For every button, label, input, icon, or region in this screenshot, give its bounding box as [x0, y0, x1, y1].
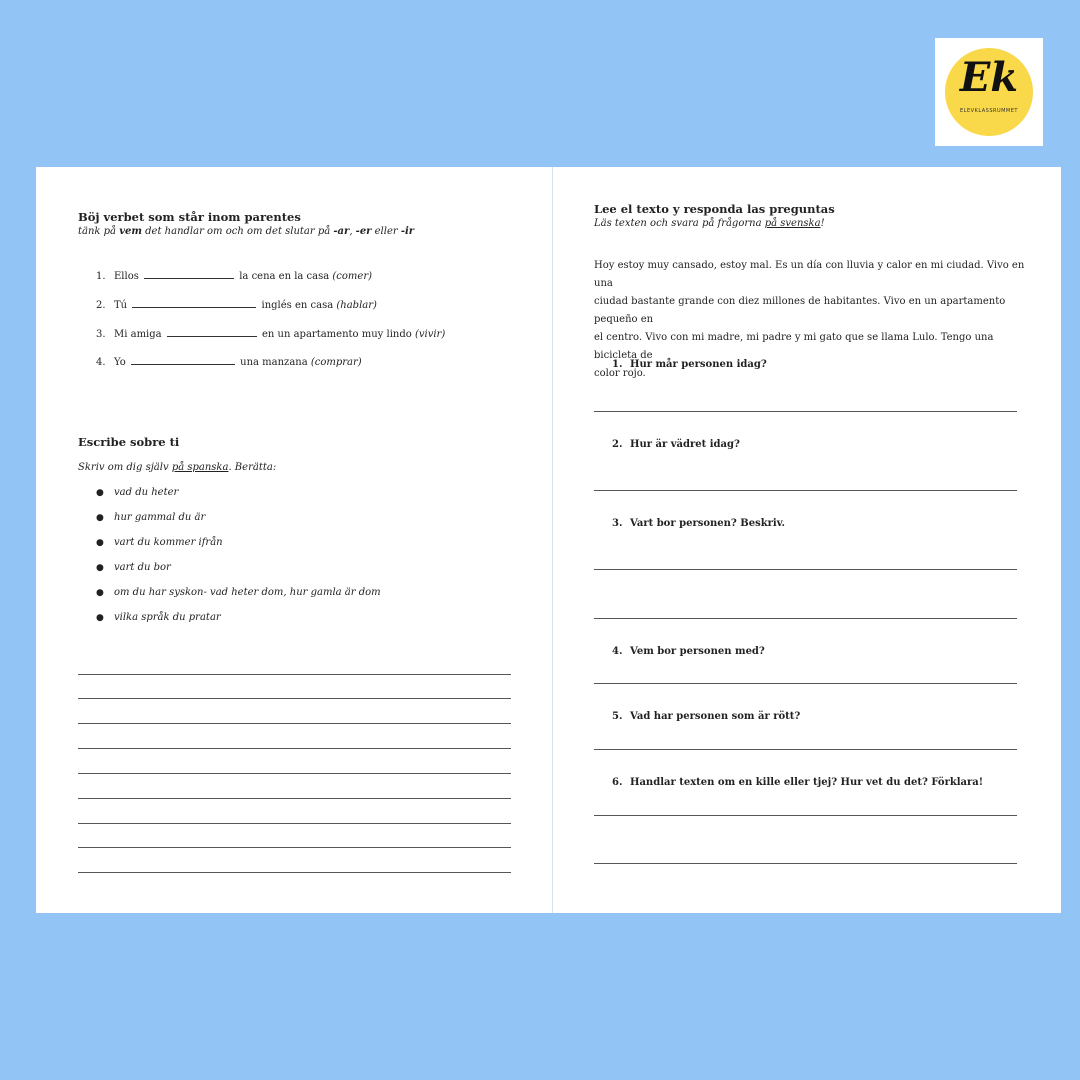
item-verb: (vivir)	[414, 329, 446, 340]
bullet-item	[96, 612, 221, 623]
paragraph-line: el centro. Vivo con mi madre, mi padre y mi gato que se llama Lulo. Tengo una bicicleta de	[594, 332, 994, 361]
logo	[935, 38, 1043, 146]
question-text: Hur är vädret idag?	[630, 439, 740, 450]
item-rest: una manzana	[240, 357, 308, 368]
sub-text: !	[820, 218, 825, 229]
bullet-text: vilka språk du pratar	[114, 612, 221, 623]
question-text: Vem bor personen med?	[630, 646, 765, 657]
question	[612, 359, 767, 370]
item-number: 2.	[96, 300, 106, 311]
question	[612, 711, 800, 722]
bullet-dot: ●	[96, 613, 104, 623]
worksheet	[36, 167, 1061, 913]
item-rest: la cena en la casa	[239, 271, 330, 282]
sub-text: tänk på	[78, 226, 120, 237]
sub-text: ,	[349, 226, 356, 237]
exercise-item	[96, 354, 362, 368]
sub-text: eller	[371, 226, 401, 237]
question-number: 2.	[612, 439, 623, 450]
item-number: 3.	[96, 329, 106, 340]
answer-line[interactable]	[594, 411, 1017, 412]
answer-line[interactable]	[594, 749, 1017, 750]
section1-subtitle	[78, 226, 414, 237]
question-number: 3.	[612, 518, 623, 529]
item-number: 4.	[96, 357, 106, 368]
bullet-text: om du har syskon- vad heter dom, hur gamla är dom	[114, 587, 381, 598]
sub-text: Läs texten och svara på frågorna	[594, 218, 765, 229]
answer-line[interactable]	[594, 815, 1017, 816]
bullet-item	[96, 537, 223, 548]
logo-letters: Ek	[959, 54, 1019, 101]
blank-field[interactable]	[144, 268, 234, 279]
question-text: Vad har personen som är rött?	[630, 711, 801, 722]
bullet-dot: ●	[96, 563, 104, 573]
blank-field[interactable]	[167, 326, 257, 337]
item-rest: en un apartamento muy lindo	[262, 329, 412, 340]
bullet-text: vad du heter	[114, 487, 179, 498]
exercise-item	[96, 326, 445, 340]
question-number: 1.	[612, 359, 623, 370]
blank-field[interactable]	[131, 354, 235, 365]
sub-text: det handlar om och om det slutar på	[141, 226, 334, 237]
question-number: 4.	[612, 646, 623, 657]
question-text: Hur mår personen idag?	[630, 359, 767, 370]
question-text: Vart bor personen? Beskriv.	[630, 518, 785, 529]
sub-underlined: på svenska	[764, 218, 821, 229]
section2-subtitle	[78, 462, 276, 473]
answer-line[interactable]	[594, 618, 1017, 619]
sub-text: . Berätta:	[228, 462, 277, 473]
question	[612, 439, 740, 450]
writing-line[interactable]	[78, 674, 511, 675]
item-number: 1.	[96, 271, 106, 282]
item-verb: (comprar)	[310, 357, 362, 368]
writing-line[interactable]	[78, 698, 511, 699]
blank-field[interactable]	[132, 297, 256, 308]
item-subject: Tú	[114, 300, 128, 311]
bullet-dot: ●	[96, 588, 104, 598]
writing-line[interactable]	[78, 723, 511, 724]
item-subject: Ellos	[114, 271, 139, 282]
question	[612, 646, 765, 657]
writing-line[interactable]	[78, 872, 511, 873]
answer-line[interactable]	[594, 683, 1017, 684]
bullet-item	[96, 512, 205, 523]
sub-bold: -ir	[400, 226, 415, 237]
writing-line[interactable]	[78, 748, 511, 749]
bullet-text: vart du bor	[114, 562, 171, 573]
bullet-text: vart du kommer ifrån	[114, 537, 223, 548]
bullet-item	[96, 587, 381, 598]
answer-line[interactable]	[594, 490, 1017, 491]
item-verb: (comer)	[332, 271, 373, 282]
sub-text: Skriv om dig själv	[78, 462, 172, 473]
answer-line[interactable]	[594, 569, 1017, 570]
reading-title: Lee el texto y responda las preguntas	[594, 202, 835, 216]
sub-bold: vem	[119, 226, 142, 237]
writing-line[interactable]	[78, 847, 511, 848]
writing-line[interactable]	[78, 823, 511, 824]
bullet-dot: ●	[96, 513, 104, 523]
question-number: 5.	[612, 711, 623, 722]
question	[612, 518, 785, 529]
item-subject: Yo	[114, 357, 126, 368]
item-rest: inglés en casa	[261, 300, 334, 311]
question-text: Handlar texten om en kille eller tjej? Hur vet du det? Förklara!	[630, 777, 984, 788]
question	[612, 777, 983, 788]
bullet-text: hur gammal du är	[114, 512, 206, 523]
reading-subtitle	[594, 218, 825, 229]
section1-title: Böj verbet som står inom parentes	[78, 210, 301, 224]
exercise-item	[96, 297, 377, 311]
paragraph-line: Hoy estoy muy cansado, estoy mal. Es un día con lluvia y calor en mi ciudad. Vivo en una	[594, 260, 1025, 289]
paragraph-line: ciudad bastante grande con diez millones de habitantes. Vivo en un apartamento pequeño en	[594, 296, 1006, 325]
paragraph-line: color rojo.	[594, 368, 646, 379]
bullet-item	[96, 487, 178, 498]
item-subject: Mi amiga	[114, 329, 162, 340]
item-verb: (hablar)	[336, 300, 377, 311]
writing-line[interactable]	[78, 798, 511, 799]
sub-underlined: på spanska	[171, 462, 229, 473]
sub-bold: -ar	[333, 226, 350, 237]
logo-subtitle: ELEVKLASSRUMMET	[960, 108, 1018, 114]
question-number: 6.	[612, 777, 623, 788]
bullet-item	[96, 562, 171, 573]
answer-line[interactable]	[594, 863, 1017, 864]
bullet-dot: ●	[96, 538, 104, 548]
writing-line[interactable]	[78, 773, 511, 774]
page-divider	[552, 167, 553, 913]
exercise-item	[96, 268, 372, 282]
sub-bold: -er	[355, 226, 372, 237]
bullet-dot: ●	[96, 488, 104, 498]
section2-title: Escribe sobre ti	[78, 435, 180, 449]
